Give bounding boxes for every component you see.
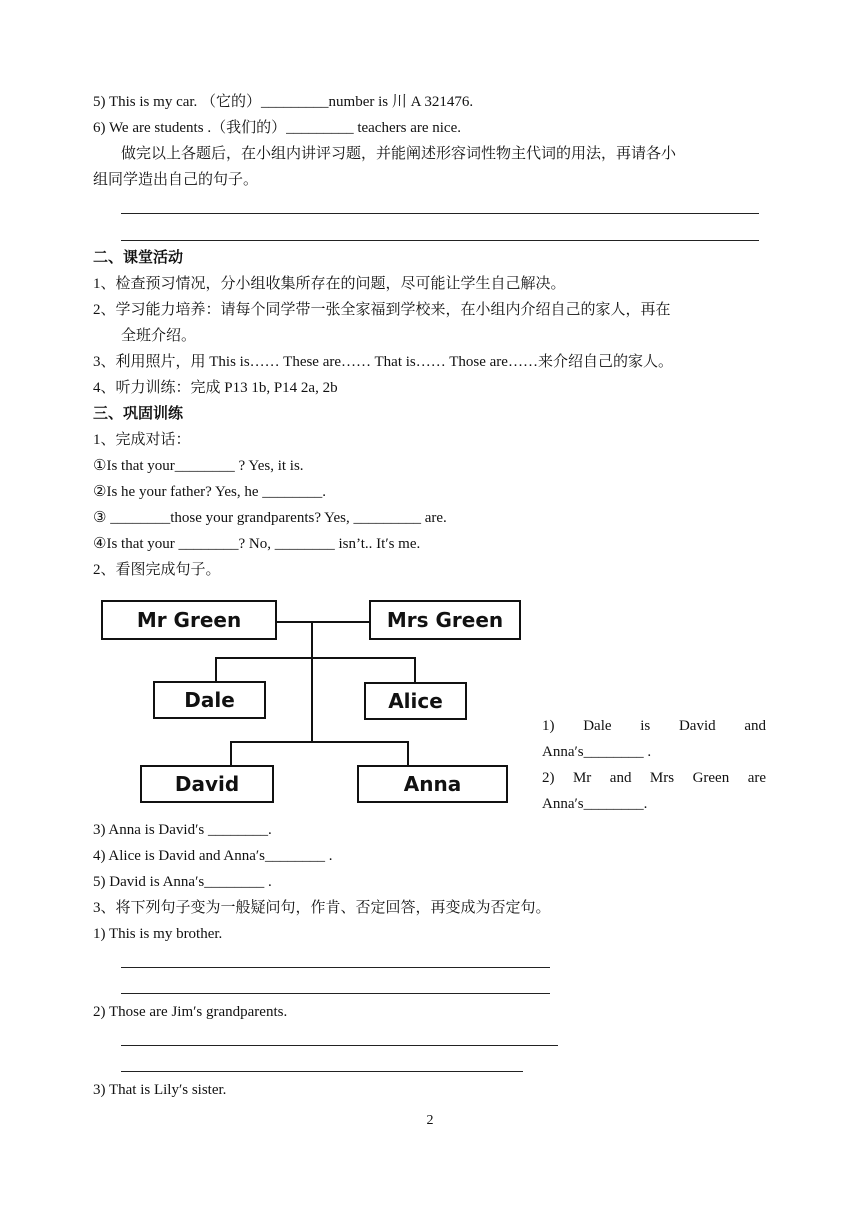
exercise-line-5: 5) This is my car. （它的）_________number is 川 A 321476. xyxy=(93,94,474,110)
instruction-paragraph-line-2: 组同学造出自己的句子。 xyxy=(93,172,259,188)
dialogue-line-1: ①Is that your________ ? Yes, it is. xyxy=(93,458,304,474)
practice-sub-1: 1、完成对话： xyxy=(93,432,191,448)
answer-line xyxy=(121,240,759,241)
tree-connector xyxy=(311,622,313,742)
tree-connector xyxy=(230,741,232,765)
tree-question-1-line-2: Anna′s________ . xyxy=(542,744,652,760)
dialogue-line-2: ②Is he your father? Yes, he ________. xyxy=(93,484,326,500)
answer-line xyxy=(121,1045,558,1046)
activity-item-1: 1、检查预习情况，分小组收集所存在的问题，尽可能让学生自己解决。 xyxy=(93,276,566,292)
dialogue-line-4: ④Is that your ________? No, ________ isn’t.. It′s me. xyxy=(93,536,421,552)
family-box-mr-green: Mr Green xyxy=(101,600,277,640)
tree-connector xyxy=(276,621,369,623)
family-box-anna: Anna xyxy=(357,765,508,803)
family-box-mrs-green: Mrs Green xyxy=(369,600,521,640)
tree-connector xyxy=(215,657,415,659)
answer-line xyxy=(121,213,759,214)
page-number: 2 xyxy=(426,1113,434,1128)
practice-sub-2: 2、看图完成句子。 xyxy=(93,562,221,578)
transform-sentence-3: 3) That is Lily′s sister. xyxy=(93,1082,227,1098)
answer-line xyxy=(121,993,550,994)
activity-item-2: 2、学习能力培养：请每个同学带一张全家福到学校来，在小组内介绍自己的家人，再在 xyxy=(93,302,671,318)
instruction-paragraph-line-1: 做完以上各题后，在小组内讲评习题，并能阐述形容词性物主代词的用法，再请各小 xyxy=(121,146,677,162)
activity-item-3: 3、利用照片，用 This is…… These are…… That is…… Those are……来介绍自己的家人。 xyxy=(93,354,673,370)
tree-connector xyxy=(407,741,409,766)
answer-line xyxy=(121,967,550,968)
tree-question-2-line-2: Anna′s________. xyxy=(542,796,648,812)
family-box-alice: Alice xyxy=(364,682,467,720)
tree-question-5: 5) David is Anna′s________ . xyxy=(93,874,272,890)
tree-question-2-line-1: 2) Mr and Mrs Green are xyxy=(542,770,766,786)
tree-question-4: 4) Alice is David and Anna′s________ . xyxy=(93,848,333,864)
tree-connector xyxy=(230,741,408,743)
tree-question-3: 3) Anna is David′s ________. xyxy=(93,822,272,838)
tree-connector xyxy=(215,657,217,681)
dialogue-line-3: ③ ________those your grandparents? Yes, _________ are. xyxy=(93,510,447,526)
tree-question-1-line-1: 1) Dale is David and xyxy=(542,718,766,734)
transform-sentence-2: 2) Those are Jim′s grandparents. xyxy=(93,1004,288,1020)
family-box-dale: Dale xyxy=(153,681,266,719)
tree-connector xyxy=(414,657,416,683)
activity-item-4: 4、听力训练：完成 P13 1b, P14 2a, 2b xyxy=(93,380,338,396)
practice-sub-3: 3、将下列句子变为一般疑问句，作肯、否定回答，再变成为否定句。 xyxy=(93,900,551,916)
section-heading-classroom-activities: 二、课堂活动 xyxy=(93,250,184,266)
transform-sentence-1: 1) This is my brother. xyxy=(93,926,223,942)
activity-item-2-continued: 全班介绍。 xyxy=(121,328,197,344)
exercise-line-6: 6) We are students .（我们的）_________ teachers are nice. xyxy=(93,120,461,136)
family-box-david: David xyxy=(140,765,274,803)
answer-line xyxy=(121,1071,523,1072)
section-heading-practice: 三、巩固训练 xyxy=(93,406,184,422)
